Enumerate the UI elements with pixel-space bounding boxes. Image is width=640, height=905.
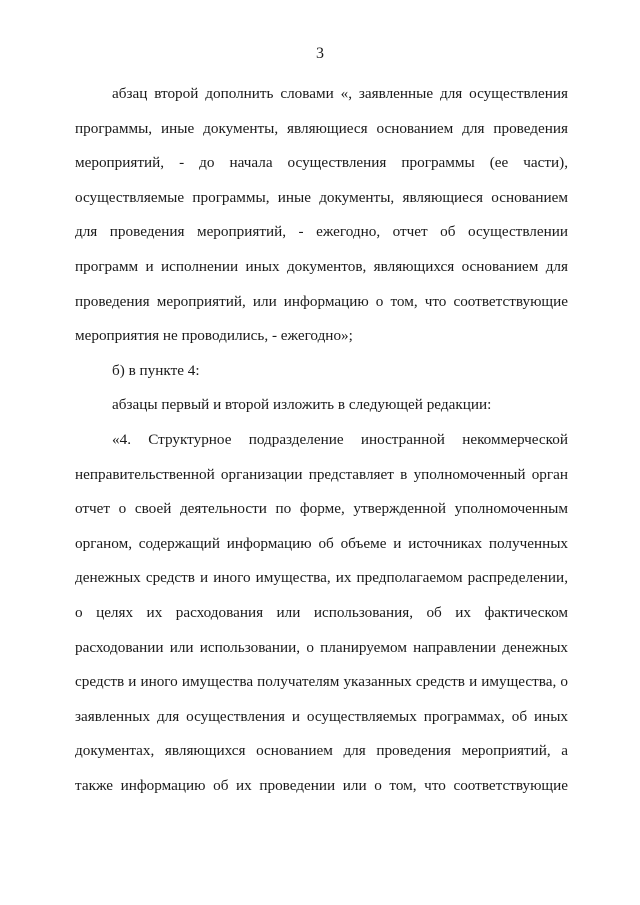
text-line: также информацию об их проведении или о том, что соответствующие [75, 776, 568, 794]
document-body [75, 77, 568, 803]
text-line: о целях их расходования или использования, об их фактическом [75, 603, 568, 621]
text-line: неправительственной организации представляет в уполномоченный орган [75, 465, 568, 483]
text-line: мероприятия не проводились, - ежегодно»; [75, 327, 353, 345]
text-line: отчет о своей деятельности по форме, утвержденной уполномоченным [75, 500, 568, 518]
text-line: «4. Структурное подразделение иностранной некоммерческой [112, 430, 568, 448]
text-line: заявленных для осуществления и осуществляемых программах, об иных [75, 707, 568, 725]
text-line: органом, содержащий информацию об объеме и источниках полученных [75, 534, 568, 552]
page-number: 3 [316, 45, 324, 62]
text-line: программ и исполнении иных документов, являющихся основанием для [75, 257, 568, 275]
text-line: документах, являющихся основанием для проведения мероприятий, а [75, 742, 568, 760]
text-line: денежных средств и иного имущества, их предполагаемом распределении, [75, 569, 568, 587]
text-line: осуществляемые программы, иные документы, являющиеся основанием [75, 188, 568, 206]
text-line: проведения мероприятий, или информацию о том, что соответствующие [75, 292, 568, 310]
text-line: б) в пункте 4: [112, 361, 200, 379]
text-line: программы, иные документы, являющиеся основанием для проведения [75, 119, 568, 137]
text-line: расходовании или использовании, о планируемом направлении денежных [75, 638, 568, 656]
text-line: абзацы первый и второй изложить в следующей редакции: [112, 396, 492, 414]
text-line: средств и иного имущества получателям указанных средств и имущества, о [75, 673, 568, 691]
text-line: абзац второй дополнить словами «, заявленные для осуществления [112, 85, 568, 102]
text-line: для проведения мероприятий, - ежегодно, отчет об осуществлении [75, 223, 568, 241]
text-line: мероприятий, - до начала осуществления программы (ее части), [75, 154, 568, 172]
